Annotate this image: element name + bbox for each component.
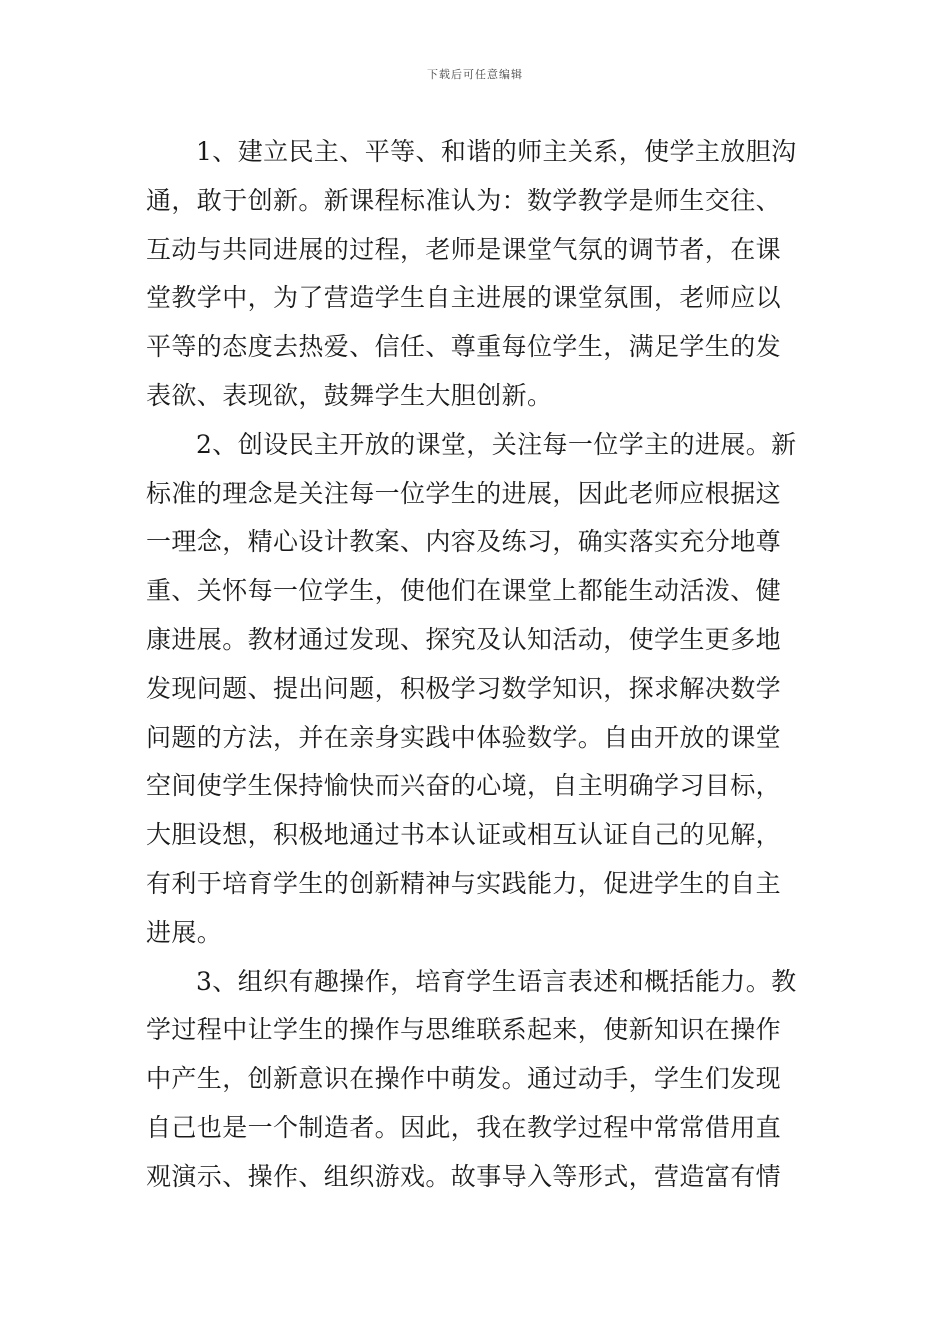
text-line: 2、创设民主开放的课堂，关注每一位学主的进展。新 — [196, 429, 797, 459]
text-line: 大胆设想，积极地通过书本认证或相互认证自己的见解， — [146, 820, 782, 850]
text-line: 1、建立民主、平等、和谐的师主关系，使学主放胆沟 — [196, 137, 797, 166]
text-line: 空间使学生保持愉快而兴奋的心境，自主明确学习目标， — [146, 771, 782, 801]
text-line: 有利于培育学生的创新精神与实践能力，促进学生的自主 — [146, 868, 782, 898]
text-line: 自己也是一个制造者。因此，我在教学过程中常常借用直 — [146, 1112, 782, 1142]
text-line: 堂教学中，为了营造学生自主进展的课堂氛围，老师应以 — [146, 283, 782, 313]
paragraph-1 — [146, 128, 806, 421]
text-line: 进展。 — [146, 917, 223, 947]
text-line: 中产生，创新意识在操作中萌发。通过动手，学生们发现 — [146, 1064, 782, 1094]
text-line: 标准的理念是关注每一位学生的进展，因此老师应根据这 — [146, 478, 782, 508]
text-line: 发现问题、提出问题，积极学习数学知识，探求解决数学 — [146, 673, 782, 703]
text-line: 互动与共同进展的过程，老师是课堂气氛的调节者，在课 — [146, 234, 782, 264]
text-line: 重、关怀每一位学生，使他们在课堂上都能生动活泼、健 — [146, 576, 782, 606]
text-line: 一理念，精心设计教案、内容及练习，确实落实充分地尊 — [146, 527, 782, 557]
text-line: 平等的态度去热爱、信任、尊重每位学生，满足学生的发 — [146, 332, 782, 362]
text-line: 通，敢于创新。新课程标准认为：数学教学是师生交往、 — [146, 185, 782, 215]
document-body — [146, 128, 806, 1202]
text-line: 观演示、操作、组织游戏。故事导入等形式，营造富有情 — [146, 1161, 782, 1191]
text-line: 表欲、表现欲，鼓舞学生大胆创新。 — [146, 380, 553, 410]
text-line: 3、组织有趣操作，培育学生语言表述和概括能力。教 — [196, 966, 797, 996]
text-line: 问题的方法，并在亲身实践中体验数学。自由开放的课堂 — [146, 722, 782, 752]
page-header: 下载后可任意编辑 — [427, 68, 523, 81]
paragraph-3 — [146, 958, 806, 1202]
paragraph-2 — [146, 421, 806, 958]
text-line: 学过程中让学生的操作与思维联系起来，使新知识在操作 — [146, 1015, 782, 1045]
text-line: 康进展。教材通过发现、探究及认知活动，使学生更多地 — [146, 624, 782, 654]
